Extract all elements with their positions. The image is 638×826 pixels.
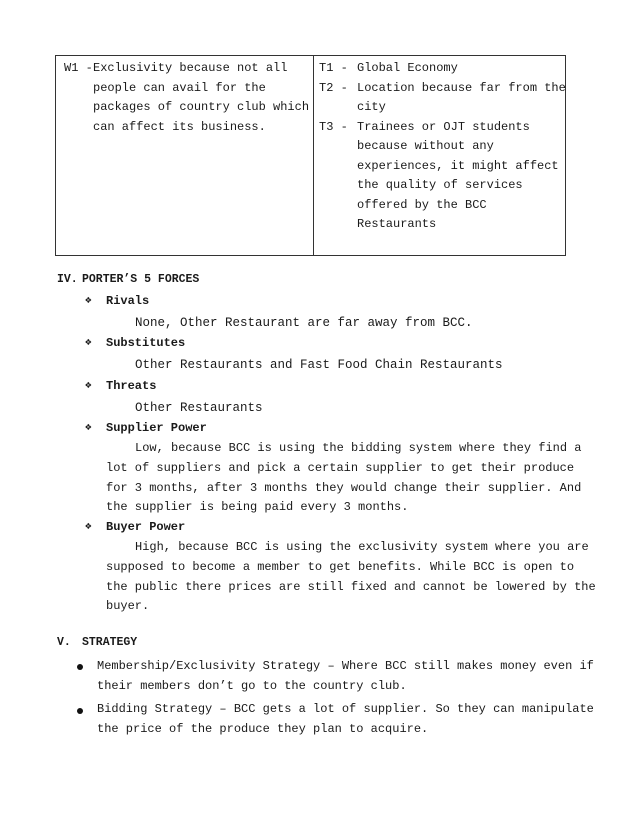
threat-text-line: city: [357, 100, 386, 114]
weakness-code: W1 -: [64, 61, 93, 75]
section-number-iv: IV.: [57, 273, 78, 286]
threat-code: T2 -: [319, 80, 348, 95]
strategy-text-line: Membership/Exclusivity Strategy – Where BCC still makes money even if: [97, 659, 594, 673]
strategy-text-line: Bidding Strategy – BCC gets a lot of supplier. So they can manipulate: [97, 702, 594, 716]
threat-entry-t1: [319, 59, 458, 79]
weakness-entry-w1: [64, 59, 309, 137]
section-number-v: V.: [57, 636, 71, 649]
force-text-line: Low, because BCC is using the bidding system where they find a: [135, 441, 582, 455]
threat-text-line: Trainees or OJT students: [357, 119, 530, 134]
threat-code: T1 -: [319, 61, 348, 75]
threat-entry-t3: [319, 118, 559, 235]
diamond-bullet-icon: ❖: [85, 422, 92, 434]
section-heading-strategy: STRATEGY: [82, 636, 138, 649]
strategy-text-line: their members don’t go to the country club.: [97, 679, 407, 693]
force-title-threats: Threats: [106, 379, 157, 393]
threat-text-line: because without any: [357, 139, 494, 153]
force-text-line: for 3 months, after 3 months they would change their supplier. And: [106, 481, 582, 495]
force-text-line: Other Restaurants: [135, 401, 263, 415]
weakness-text-line: can affect its business.: [93, 119, 266, 134]
force-title-rivals: Rivals: [106, 294, 150, 308]
force-text-line: None, Other Restaurant are far away from BCC.: [135, 316, 473, 330]
diamond-bullet-icon: ❖: [85, 521, 92, 533]
diamond-bullet-icon: ❖: [85, 337, 92, 349]
threat-text-line: Location because far from the: [357, 80, 566, 95]
force-text-line: the public there prices are still fixed and cannot be lowered by the: [106, 580, 596, 594]
threat-text-line: offered by the BCC: [357, 197, 487, 212]
threat-text-line: the quality of services: [357, 178, 523, 192]
threats-column: [314, 56, 565, 255]
force-title-substitutes: Substitutes: [106, 336, 186, 350]
diamond-bullet-icon: ❖: [85, 380, 92, 392]
bullet-dot-icon: [77, 708, 83, 714]
threat-text-line: Global Economy: [357, 61, 458, 75]
force-text-line: supposed to become a member to get benefits. While BCC is open to: [106, 560, 575, 574]
force-title-supplier-power: Supplier Power: [106, 421, 207, 435]
weakness-text-line: Exclusivity because not all: [93, 61, 288, 75]
strategy-text-line: the price of the produce they plan to acquire.: [97, 722, 429, 736]
threat-code: T3 -: [319, 119, 348, 134]
threat-entry-t2: [319, 79, 566, 118]
weakness-text-line: packages of country club which: [93, 100, 310, 114]
threat-text-line: Restaurants: [357, 217, 437, 231]
force-text-line: the supplier is being paid every 3 months.: [106, 500, 409, 514]
swot-table: [55, 55, 566, 256]
force-text-line: buyer.: [106, 599, 150, 613]
weakness-text-line: people can avail for the: [93, 80, 266, 95]
section-heading-porters: PORTER’S 5 FORCES: [82, 273, 200, 286]
force-title-buyer-power: Buyer Power: [106, 520, 186, 534]
force-text-line: Other Restaurants and Fast Food Chain Restaurants: [135, 358, 503, 372]
threat-text-line: experiences, it might affect: [357, 158, 559, 173]
diamond-bullet-icon: ❖: [85, 295, 92, 307]
weaknesses-column: [56, 56, 314, 255]
force-text-line: High, because BCC is using the exclusivity system where you are: [135, 540, 589, 554]
bullet-dot-icon: [77, 664, 83, 670]
force-text-line: lot of suppliers and pick a certain supplier to get their produce: [106, 461, 575, 475]
